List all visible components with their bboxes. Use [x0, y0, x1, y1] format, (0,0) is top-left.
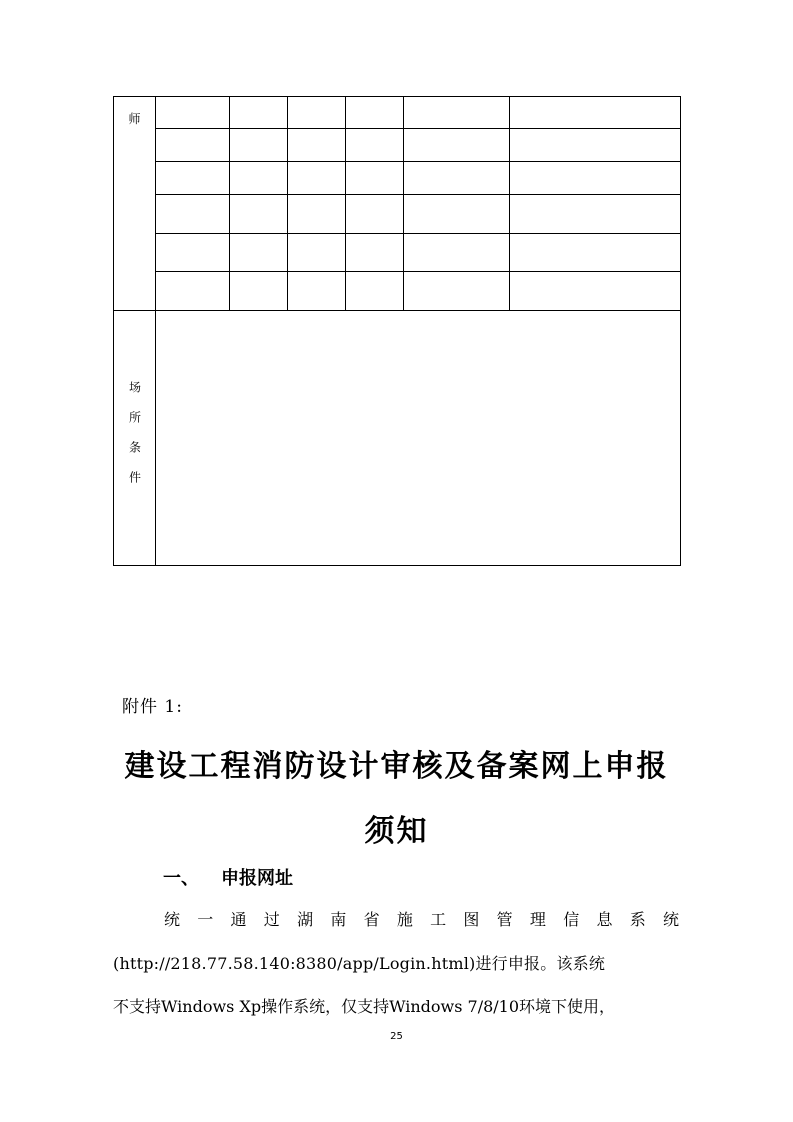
table-row [114, 311, 681, 566]
table-row [114, 234, 681, 272]
teacher-label: 师 [128, 112, 141, 126]
table-cell [156, 272, 230, 311]
document-title-line-2: 须知 [364, 814, 429, 849]
paragraph-line-2: (http://218.77.58.140:8380/app/Login.html)进行申报。该系统 [113, 954, 606, 973]
table-row [114, 195, 681, 234]
table-row [114, 97, 681, 129]
table-cell [404, 272, 510, 311]
page-number: 25 [390, 1031, 403, 1042]
table-cell [288, 129, 346, 162]
paragraph-line-1: 统 一 通 过 湖 南 省 施 工 图 管 理 信 息 系 统 [164, 910, 679, 929]
site-conditions-label: 场所条件 [127, 380, 142, 501]
table-cell [156, 97, 230, 129]
table-cell [288, 162, 346, 195]
table-cell [404, 234, 510, 272]
table-cell [346, 97, 404, 129]
table-cell [230, 97, 288, 129]
table-cell [288, 195, 346, 234]
section-heading-text: 申报网址 [221, 868, 293, 889]
table-cell [230, 162, 288, 195]
section-heading [163, 864, 293, 890]
table-row [114, 162, 681, 195]
table-cell [156, 162, 230, 195]
table-cell [510, 97, 681, 129]
table-cell [288, 234, 346, 272]
table-row [114, 129, 681, 162]
document-title-line-1: 建设工程消防设计审核及备案网上申报 [124, 749, 669, 784]
table-cell [510, 129, 681, 162]
table-cell [404, 129, 510, 162]
table-cell [156, 129, 230, 162]
table-cell [230, 195, 288, 234]
attachment-label: 附件 1: [122, 697, 183, 717]
table-cell [346, 129, 404, 162]
section-number: 一、 [163, 868, 199, 889]
table-cell [510, 195, 681, 234]
table-cell [230, 129, 288, 162]
table-cell [230, 272, 288, 311]
table-cell [346, 234, 404, 272]
table-cell [404, 162, 510, 195]
table-cell [288, 97, 346, 129]
paragraph-line-3: 不支持Windows Xp操作系统，仅支持Windows 7/8/10环境下使用， [113, 997, 616, 1016]
table-cell [156, 195, 230, 234]
table-cell [346, 162, 404, 195]
table-cell [346, 195, 404, 234]
table-cell [156, 234, 230, 272]
table-cell [288, 272, 346, 311]
site-conditions-content [156, 311, 681, 566]
table-cell [346, 272, 404, 311]
application-form-table [113, 96, 681, 566]
table-cell [404, 97, 510, 129]
table-cell [510, 162, 681, 195]
table-row [114, 272, 681, 311]
site-conditions-label-cell [114, 311, 156, 566]
table-cell [510, 272, 681, 311]
table-cell [230, 234, 288, 272]
teacher-label-cell [114, 97, 156, 311]
table-cell [404, 195, 510, 234]
table-cell [510, 234, 681, 272]
